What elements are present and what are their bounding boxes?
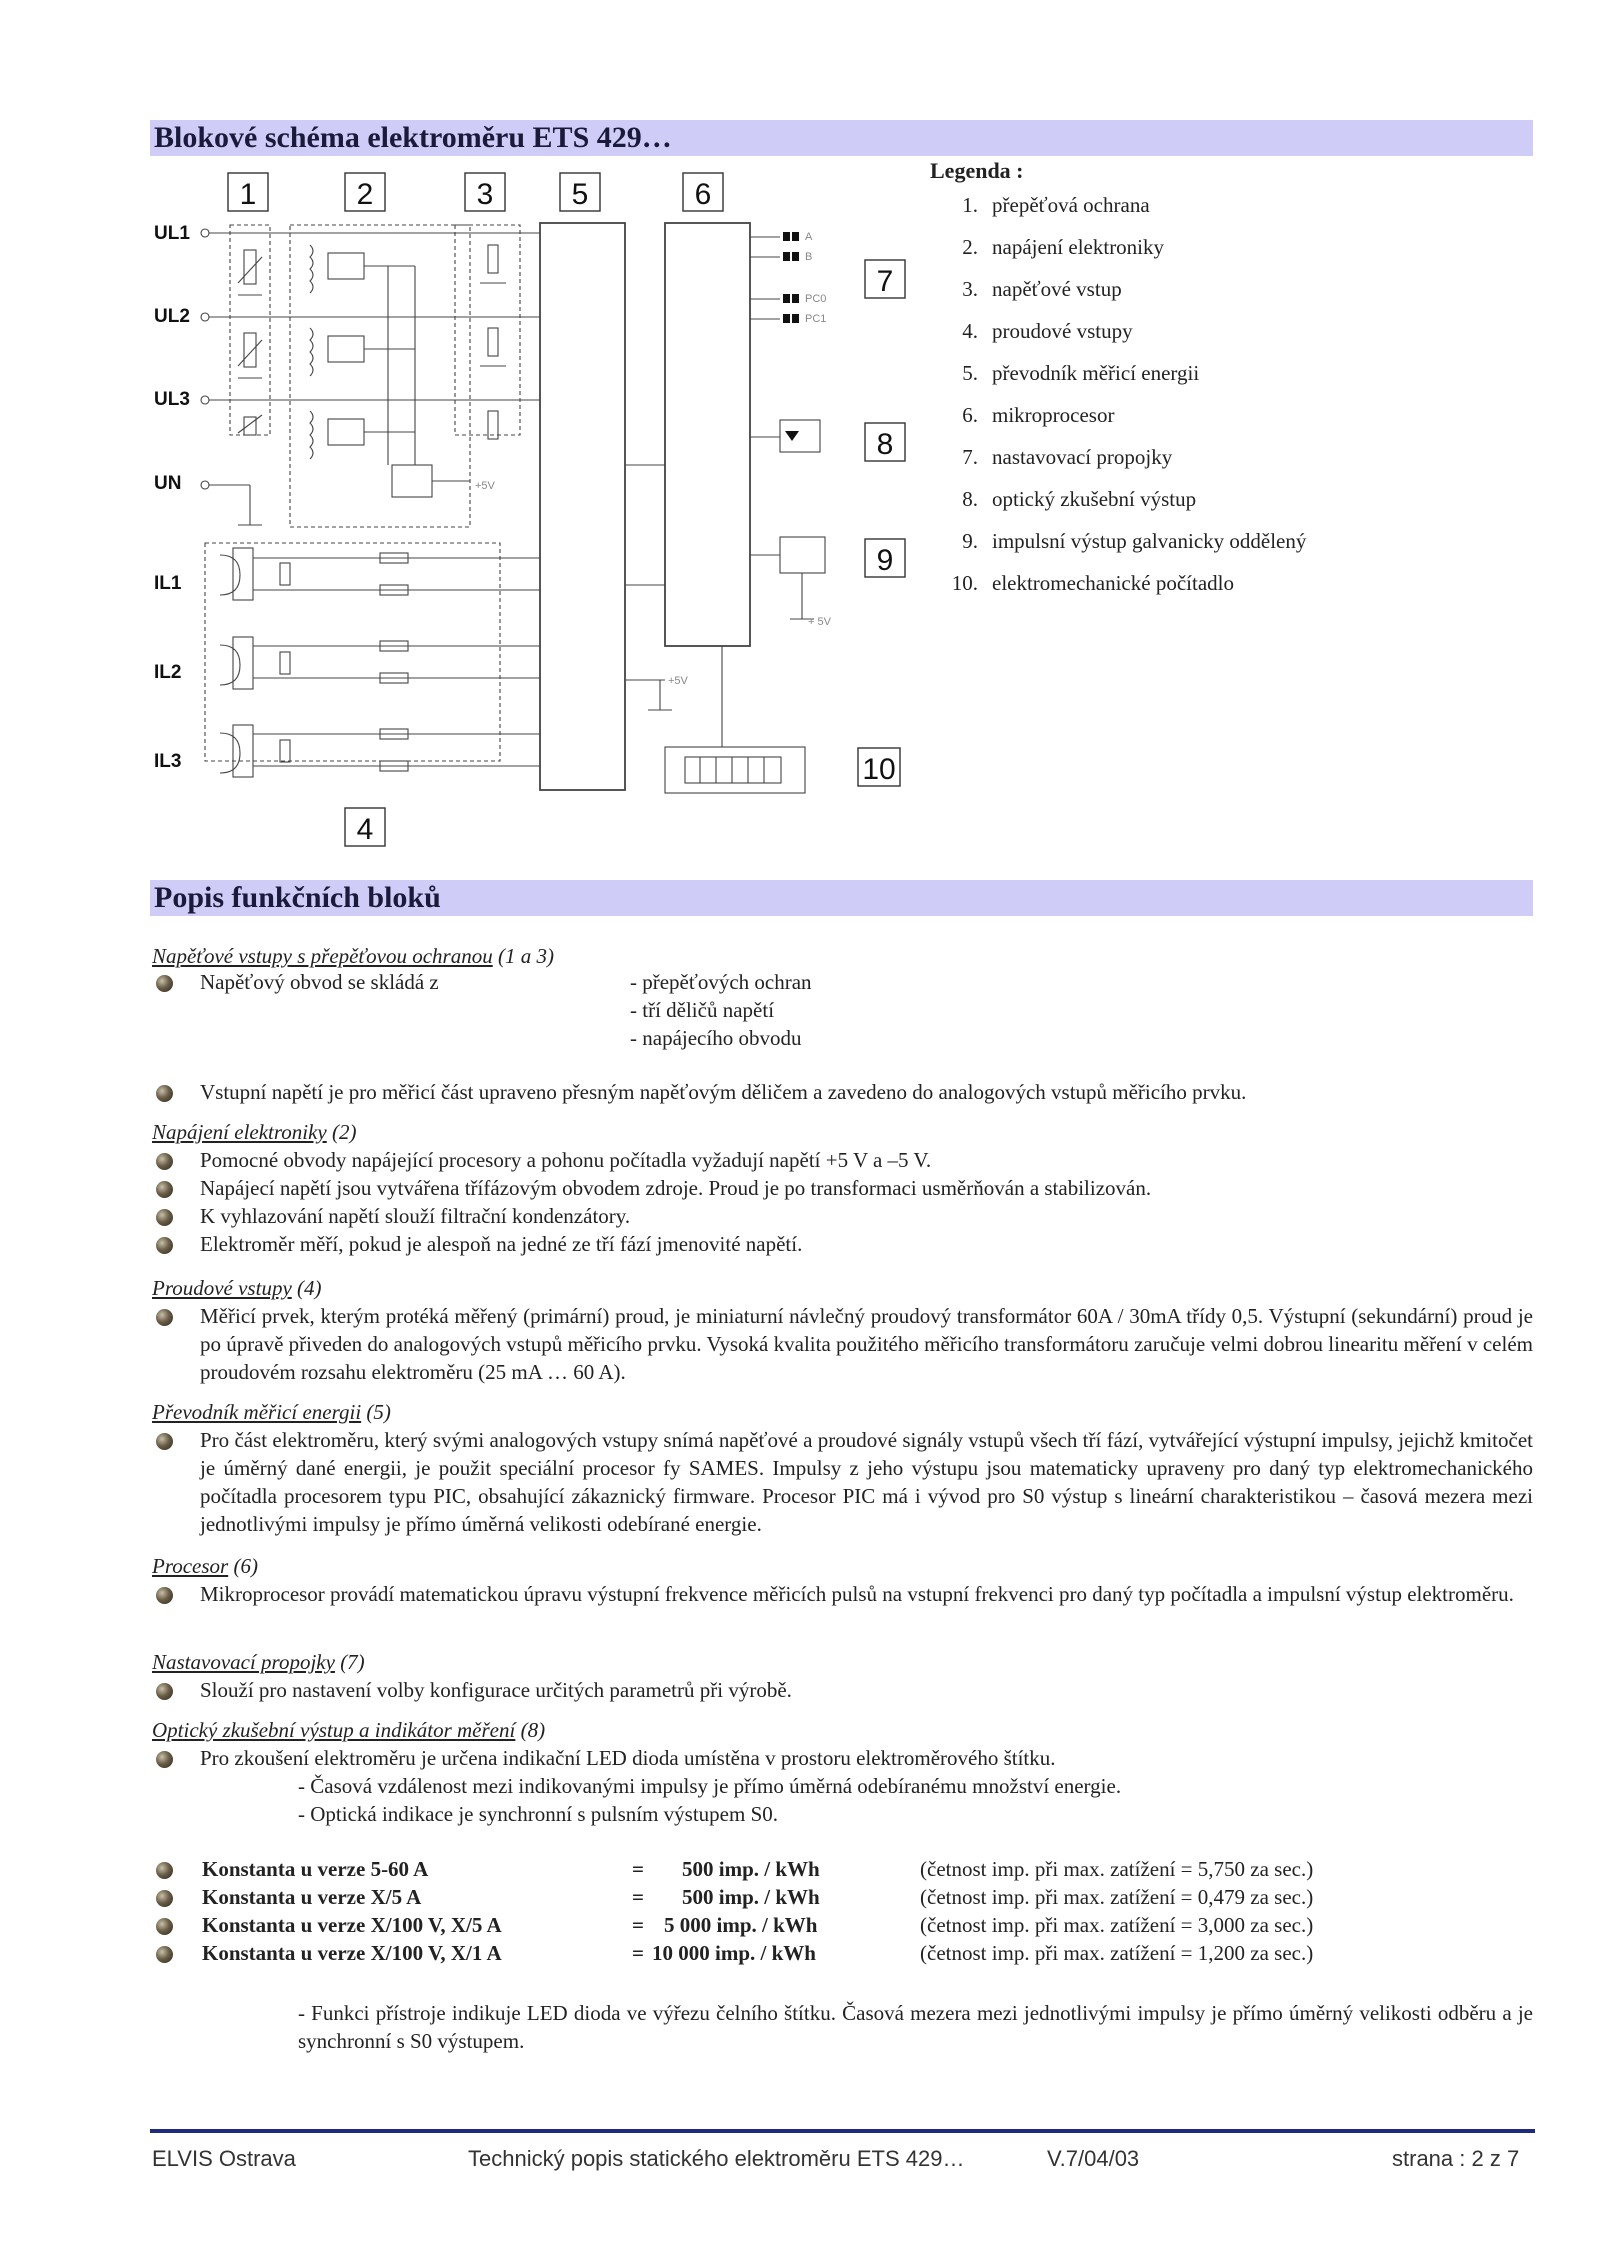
paragraph: Měřicí prvek, kterým protéká měřený (primární) proud, je miniaturní návlečný proudový transformátor 60A / 30mA třídy 0,5. Výstupní (sekundární) proud je po úpravě přiveden do analogových vstupů měřicího prvku. Vysoká kvalita použitého měřicího transformátoru zaručuje velmi dobrou linearitu měření v celém proudovém rozsahu elektroměru (25 mA … 60 A). bbox=[200, 1304, 1533, 1384]
list-item: - přepěťových ochran bbox=[630, 970, 812, 994]
block-label-3: 3 bbox=[476, 178, 494, 211]
pin-label-pc0: PC0 bbox=[805, 293, 827, 305]
paragraph: Slouží pro nastavení volby konfigurace určitých parametrů při výrobě. bbox=[200, 1678, 792, 1702]
constant-equals: = bbox=[632, 1913, 644, 1937]
footer-divider bbox=[150, 2129, 1535, 2133]
legend-item: 10. elektromechanické počítadlo bbox=[951, 571, 1234, 595]
legend-item: 1. přepěťová ochrana bbox=[962, 193, 1150, 217]
block-label-1: 1 bbox=[239, 178, 257, 211]
legend-item: 8. optický zkušební výstup bbox=[962, 487, 1197, 511]
constant-equals: = bbox=[632, 1857, 644, 1881]
bullet-icon bbox=[156, 1587, 173, 1604]
bullet-icon bbox=[156, 1862, 173, 1879]
pin-label-b: B bbox=[805, 251, 813, 263]
bullet-icon bbox=[156, 1153, 173, 1170]
subsection-title: Převodník měřicí energii (5) bbox=[152, 1400, 391, 1424]
paragraph: Napájecí napětí jsou vytvářena třífázovým obvodem zdroje. Proud je po transformaci usměrňován a stabilizován. bbox=[200, 1176, 1152, 1200]
bullet-icon bbox=[156, 1085, 173, 1102]
block-label-2: 2 bbox=[356, 178, 374, 211]
bullet-icon bbox=[156, 1433, 173, 1450]
legend bbox=[930, 158, 1306, 604]
footer-company: ELVIS Ostrava bbox=[152, 2146, 296, 2171]
supply-label: + 5V bbox=[808, 616, 831, 628]
constant-note: (četnost imp. při max. zatížení = 5,750 za sec.) bbox=[920, 1857, 1314, 1881]
pin-label-a: A bbox=[805, 231, 813, 243]
supply-label: +5V bbox=[668, 675, 688, 687]
constant-note: (četnost imp. při max. zatížení = 0,479 za sec.) bbox=[920, 1885, 1314, 1909]
section-heading-block-diagram: Blokové schéma elektroměru ETS 429… bbox=[150, 120, 1533, 156]
block-label-6: 6 bbox=[694, 178, 712, 211]
legend-item: 3. napěťové vstup bbox=[962, 277, 1122, 301]
subsection-title: Procesor (6) bbox=[152, 1554, 258, 1578]
paragraph: Pro zkoušení elektroměru je určena indikační LED dioda umístěna v prostoru elektroměrového štítku. bbox=[200, 1746, 1056, 1770]
legend-item: 7. nastavovací propojky bbox=[962, 445, 1173, 469]
legend-item: 4. proudové vstupy bbox=[962, 319, 1133, 343]
footer-page-number: strana : 2 z 7 bbox=[1392, 2146, 1520, 2171]
bullet-icon bbox=[156, 1209, 173, 1226]
paragraph: Elektroměr měří, pokud je alespoň na jedné ze tří fází jmenovité napětí. bbox=[200, 1232, 803, 1256]
legend-item: 6. mikroprocesor bbox=[962, 403, 1115, 427]
block-label-9: 9 bbox=[876, 544, 894, 577]
input-label-un: UN bbox=[154, 473, 182, 494]
paragraph: Napěťový obvod se skládá z bbox=[200, 970, 439, 994]
footer-document-title: Technický popis statického elektroměru ETS 429… bbox=[468, 2146, 965, 2171]
input-label-il1: IL1 bbox=[154, 573, 182, 594]
constant-value: 10 000 imp. / kWh bbox=[652, 1941, 816, 1965]
subsection-title: Proudové vstupy (4) bbox=[152, 1276, 322, 1300]
bullet-icon bbox=[156, 975, 173, 992]
input-label-ul1: UL1 bbox=[154, 223, 190, 244]
subsection-title: Napěťové vstupy s přepěťovou ochranou (1 a 3) bbox=[152, 944, 554, 968]
footer-version: V.7/04/03 bbox=[1047, 2146, 1140, 2171]
paragraph: - Funkci přístroje indikuje LED dioda ve výřezu čelního štítku. Časová mezera mezi jednotlivými impulsy je přímo úměrný velikosti odběru a je synchronní s S0 výstupem. bbox=[298, 2001, 1533, 2053]
constant-label: Konstanta u verze 5-60 A bbox=[202, 1857, 429, 1881]
pin-label-pc1: PC1 bbox=[805, 313, 827, 325]
paragraph: Pro část elektroměru, který svými analogových vstupy snímá napěťové a proudové signály vstupů všech tří fází, vytvářející výstupní impulsy, jejichž kmitočet je úměrný dané energii, je použit speciální procesor fy SAMES. Impulsy z jeho výstupu jsou matematicky upraveny pro daný typ elektromechanického počítadla procesorem typu PIC, obsahující zákaznický firmware. Procesor PIC má i vývod pro S0 výstup s lineární charakteristikou – časová mezera mezi jednotlivými impulsy je přímo úměrná velikosti odebírané energie. bbox=[200, 1428, 1533, 1536]
legend-item: 5. převodník měřicí energii bbox=[962, 361, 1200, 385]
constant-note: (četnost imp. při max. zatížení = 1,200 za sec.) bbox=[920, 1941, 1314, 1965]
constant-value: 500 imp. / kWh bbox=[682, 1857, 820, 1881]
input-label-ul2: UL2 bbox=[154, 306, 190, 327]
paragraph: Mikroprocesor provádí matematickou úpravu výstupní frekvence měřicích pulsů na vstupní frekvenci pro daný typ počítadla a impulsní výstup elektroměru. bbox=[200, 1582, 1514, 1606]
subsection-title: Optický zkušební výstup a indikátor měření (8) bbox=[152, 1718, 546, 1742]
paragraph: Pomocné obvody napájející procesory a pohonu počítadla vyžadují napětí +5 V a –5 V. bbox=[200, 1148, 932, 1172]
section-heading-functional-blocks: Popis funkčních bloků bbox=[150, 880, 1533, 916]
block-label-7: 7 bbox=[876, 265, 894, 298]
block-label-10: 10 bbox=[862, 753, 896, 786]
constant-equals: = bbox=[632, 1885, 644, 1909]
supply-label: +5V bbox=[475, 480, 495, 492]
constant-value: 5 000 imp. / kWh bbox=[664, 1913, 818, 1937]
legend-item: 9. impulsní výstup galvanicky oddělený bbox=[962, 529, 1307, 553]
block-label-4: 4 bbox=[356, 813, 374, 846]
block-label-5: 5 bbox=[571, 178, 589, 211]
bullet-icon bbox=[156, 1890, 173, 1907]
legend-title: Legenda : bbox=[930, 158, 1024, 183]
bullet-icon bbox=[156, 1946, 173, 1963]
paragraph: K vyhlazování napětí slouží filtrační kondenzátory. bbox=[200, 1204, 631, 1228]
constant-equals: = bbox=[632, 1941, 644, 1965]
bullet-icon bbox=[156, 1309, 173, 1326]
bullet-icon bbox=[156, 1181, 173, 1198]
bullet-icon bbox=[156, 1751, 173, 1768]
input-label-il3: IL3 bbox=[154, 751, 182, 772]
input-label-ul3: UL3 bbox=[154, 389, 190, 410]
subsection-title: Napájení elektroniky (2) bbox=[152, 1120, 357, 1144]
constant-note: (četnost imp. při max. zatížení = 3,000 za sec.) bbox=[920, 1913, 1314, 1937]
bullet-icon bbox=[156, 1918, 173, 1935]
list-item: - napájecího obvodu bbox=[630, 1026, 802, 1050]
constant-label: Konstanta u verze X/100 V, X/5 A bbox=[202, 1913, 502, 1937]
paragraph: Vstupní napětí je pro měřicí část upraveno přesným napěťovým děličem a zavedeno do analogových vstupů měřicího prvku. bbox=[200, 1080, 1247, 1104]
list-item: - tří děličů napětí bbox=[630, 998, 775, 1022]
legend-item: 2. napájení elektroniky bbox=[962, 235, 1165, 259]
constant-value: 500 imp. / kWh bbox=[682, 1885, 820, 1909]
block-label-8: 8 bbox=[876, 428, 894, 461]
block-diagram bbox=[140, 165, 920, 855]
input-label-il2: IL2 bbox=[154, 662, 182, 683]
bullet-icon bbox=[156, 1683, 173, 1700]
list-item: - Časová vzdálenost mezi indikovanými impulsy je přímo úměrná odebíranému množství energie. bbox=[298, 1774, 1122, 1798]
subsection-title: Nastavovací propojky (7) bbox=[152, 1650, 365, 1674]
constant-label: Konstanta u verze X/100 V, X/1 A bbox=[202, 1941, 502, 1965]
constant-label: Konstanta u verze X/5 A bbox=[202, 1885, 422, 1909]
list-item: - Optická indikace je synchronní s pulsním výstupem S0. bbox=[298, 1802, 779, 1826]
bullet-icon bbox=[156, 1237, 173, 1254]
